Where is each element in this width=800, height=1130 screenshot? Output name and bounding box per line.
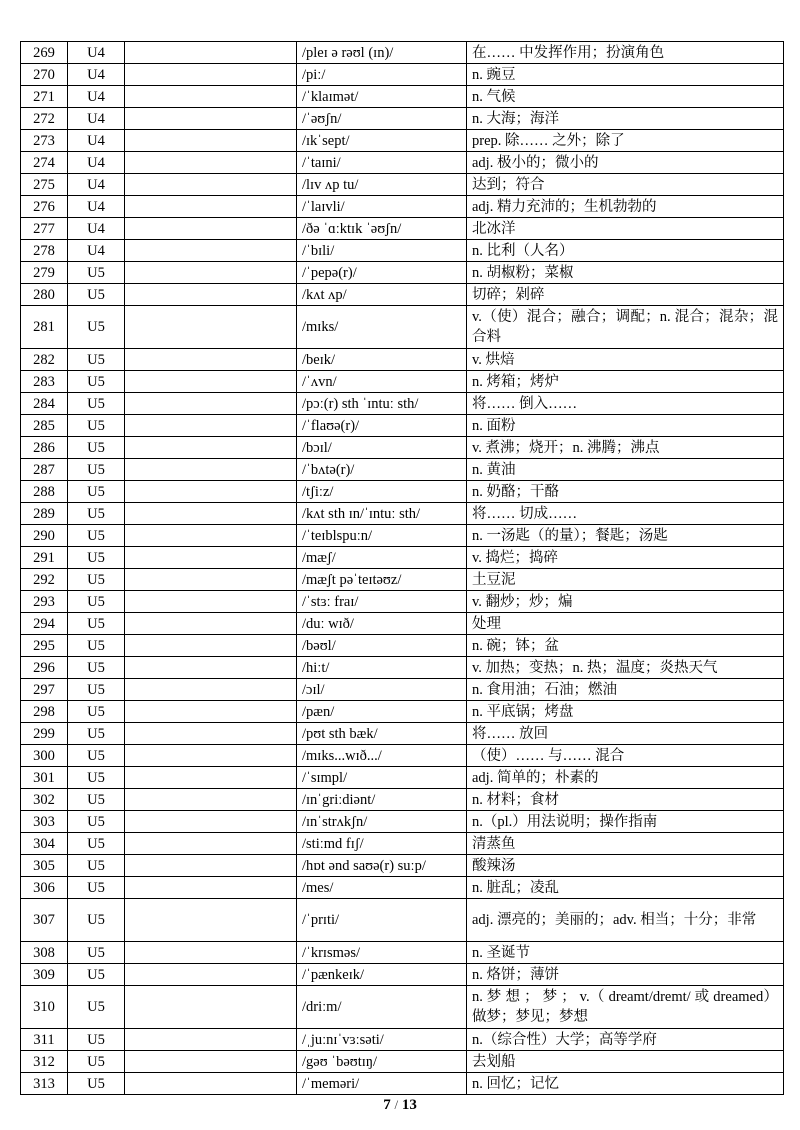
meaning-cell: n. 奶酪；干酪 [467, 481, 784, 503]
row-number: 295 [21, 635, 68, 657]
unit-label: U5 [68, 349, 125, 371]
word-cell [125, 306, 297, 349]
phonetic-cell: /beɪk/ [297, 349, 467, 371]
word-cell [125, 196, 297, 218]
row-number: 280 [21, 284, 68, 306]
word-cell [125, 833, 297, 855]
phonetic-cell: /ˈbɪli/ [297, 240, 467, 262]
table-row [21, 130, 784, 152]
unit-label: U5 [68, 679, 125, 701]
table-row [21, 371, 784, 393]
word-cell [125, 152, 297, 174]
meaning-cell: 土豆泥 [467, 569, 784, 591]
meaning-cell: adj. 极小的；微小的 [467, 152, 784, 174]
row-number: 310 [21, 986, 68, 1029]
table-row [21, 284, 784, 306]
unit-label: U4 [68, 108, 125, 130]
unit-label: U5 [68, 284, 125, 306]
row-number: 272 [21, 108, 68, 130]
meaning-cell: n. 胡椒粉；菜椒 [467, 262, 784, 284]
word-cell [125, 569, 297, 591]
row-number: 283 [21, 371, 68, 393]
word-cell [125, 1073, 297, 1095]
table-row [21, 525, 784, 547]
phonetic-cell: /ˈklaɪmət/ [297, 86, 467, 108]
row-number: 313 [21, 1073, 68, 1095]
phonetic-cell: /ɪnˈgriːdiənt/ [297, 789, 467, 811]
phonetic-cell: /ˈʌvn/ [297, 371, 467, 393]
unit-label: U4 [68, 86, 125, 108]
unit-label: U5 [68, 591, 125, 613]
phonetic-cell: /ˈkrɪsməs/ [297, 942, 467, 964]
table-row [21, 657, 784, 679]
row-number: 294 [21, 613, 68, 635]
row-number: 284 [21, 393, 68, 415]
meaning-cell: n. 碗；钵；盆 [467, 635, 784, 657]
page-number [0, 1097, 800, 1114]
table-row [21, 591, 784, 613]
row-number: 277 [21, 218, 68, 240]
unit-label: U5 [68, 635, 125, 657]
phonetic-cell: /ˈsɪmpl/ [297, 767, 467, 789]
row-number: 301 [21, 767, 68, 789]
meaning-cell: n. 大海；海洋 [467, 108, 784, 130]
table-row [21, 767, 784, 789]
phonetic-cell: /mes/ [297, 877, 467, 899]
meaning-cell: adj. 简单的；朴素的 [467, 767, 784, 789]
meaning-cell: adj. 精力充沛的；生机勃勃的 [467, 196, 784, 218]
phonetic-cell: /pleɪ ə rəʊl (ɪn)/ [297, 42, 467, 64]
row-number: 307 [21, 899, 68, 942]
phonetic-cell: /mæʃ/ [297, 547, 467, 569]
word-cell [125, 284, 297, 306]
meaning-cell: 将…… 倒入…… [467, 393, 784, 415]
table-row [21, 877, 784, 899]
unit-label: U4 [68, 64, 125, 86]
table-row [21, 415, 784, 437]
meaning-cell: 酸辣汤 [467, 855, 784, 877]
word-cell [125, 899, 297, 942]
word-cell [125, 942, 297, 964]
table-row [21, 481, 784, 503]
table-row [21, 152, 784, 174]
phonetic-cell: /mæʃt pəˈteɪtəʊz/ [297, 569, 467, 591]
table-row [21, 262, 784, 284]
word-cell [125, 811, 297, 833]
unit-label: U4 [68, 174, 125, 196]
meaning-cell: n. 回忆；记忆 [467, 1073, 784, 1095]
meaning-cell: n. 一汤匙（的量）；餐匙；汤匙 [467, 525, 784, 547]
table-row [21, 833, 784, 855]
table-row [21, 1073, 784, 1095]
meaning-cell: v. 煮沸；烧开；n. 沸腾；沸点 [467, 437, 784, 459]
row-number: 274 [21, 152, 68, 174]
word-cell [125, 855, 297, 877]
table-row [21, 86, 784, 108]
unit-label: U5 [68, 833, 125, 855]
page-separator: / [394, 1097, 399, 1112]
meaning-cell: v. 烘焙 [467, 349, 784, 371]
row-number: 285 [21, 415, 68, 437]
row-number: 305 [21, 855, 68, 877]
meaning-cell: 北冰洋 [467, 218, 784, 240]
row-number: 281 [21, 306, 68, 349]
phonetic-cell: /mɪks...wɪð.../ [297, 745, 467, 767]
table-row [21, 789, 784, 811]
row-number: 282 [21, 349, 68, 371]
meaning-cell: v.（使）混合；融合；调配；n. 混合；混杂；混合料 [467, 306, 784, 349]
row-number: 298 [21, 701, 68, 723]
phonetic-cell: /ˈəʊʃn/ [297, 108, 467, 130]
phonetic-cell: /ˈpepə(r)/ [297, 262, 467, 284]
meaning-cell: 处理 [467, 613, 784, 635]
table-row [21, 899, 784, 942]
unit-label: U4 [68, 42, 125, 64]
word-cell [125, 481, 297, 503]
word-cell [125, 130, 297, 152]
meaning-cell: 清蒸鱼 [467, 833, 784, 855]
table-row [21, 437, 784, 459]
word-cell [125, 723, 297, 745]
unit-label: U4 [68, 196, 125, 218]
word-cell [125, 635, 297, 657]
word-cell [125, 108, 297, 130]
meaning-cell: v. 加热；变热；n. 热；温度；炎热天气 [467, 657, 784, 679]
word-cell [125, 86, 297, 108]
unit-label: U5 [68, 942, 125, 964]
meaning-cell: n. 食用油；石油；燃油 [467, 679, 784, 701]
unit-label: U5 [68, 789, 125, 811]
phonetic-cell: /ɪkˈsept/ [297, 130, 467, 152]
table-row [21, 1029, 784, 1051]
meaning-cell: 将…… 放回 [467, 723, 784, 745]
meaning-cell: n. 烙饼；薄饼 [467, 964, 784, 986]
table-row [21, 393, 784, 415]
unit-label: U5 [68, 1029, 125, 1051]
table-row [21, 42, 784, 64]
word-cell [125, 986, 297, 1029]
unit-label: U5 [68, 701, 125, 723]
table-row [21, 964, 784, 986]
row-number: 304 [21, 833, 68, 855]
word-cell [125, 64, 297, 86]
word-cell [125, 767, 297, 789]
unit-label: U5 [68, 745, 125, 767]
page-current: 7 [383, 1097, 391, 1113]
row-number: 291 [21, 547, 68, 569]
word-cell [125, 42, 297, 64]
phonetic-cell: /ˈlaɪvli/ [297, 196, 467, 218]
table-row [21, 635, 784, 657]
meaning-cell: n. 圣诞节 [467, 942, 784, 964]
phonetic-cell: /mɪks/ [297, 306, 467, 349]
phonetic-cell: /bəʊl/ [297, 635, 467, 657]
unit-label: U4 [68, 130, 125, 152]
phonetic-cell: /piː/ [297, 64, 467, 86]
phonetic-cell: /hɒt ənd saʊə(r) suːp/ [297, 855, 467, 877]
table-row [21, 811, 784, 833]
vocabulary-table-body [21, 42, 784, 1095]
table-row [21, 723, 784, 745]
vocabulary-table [20, 41, 784, 1095]
meaning-cell: 达到；符合 [467, 174, 784, 196]
table-row [21, 942, 784, 964]
word-cell [125, 459, 297, 481]
row-number: 293 [21, 591, 68, 613]
phonetic-cell: /ˈflaʊə(r)/ [297, 415, 467, 437]
row-number: 290 [21, 525, 68, 547]
meaning-cell: n. 脏乱；凌乱 [467, 877, 784, 899]
table-row [21, 459, 784, 481]
row-number: 286 [21, 437, 68, 459]
word-cell [125, 174, 297, 196]
table-row [21, 218, 784, 240]
unit-label: U5 [68, 613, 125, 635]
row-number: 302 [21, 789, 68, 811]
row-number: 299 [21, 723, 68, 745]
phonetic-cell: /ˈmeməri/ [297, 1073, 467, 1095]
table-row [21, 306, 784, 349]
table-row [21, 547, 784, 569]
meaning-cell: n.（综合性）大学；高等学府 [467, 1029, 784, 1051]
word-cell [125, 218, 297, 240]
meaning-cell: 在…… 中发挥作用；扮演角色 [467, 42, 784, 64]
table-row [21, 701, 784, 723]
meaning-cell: n. 黄油 [467, 459, 784, 481]
unit-label: U5 [68, 964, 125, 986]
phonetic-cell: /pɔː(r) sth ˈɪntuː sth/ [297, 393, 467, 415]
row-number: 278 [21, 240, 68, 262]
phonetic-cell: /bɔɪl/ [297, 437, 467, 459]
phonetic-cell: /tʃiːz/ [297, 481, 467, 503]
page-total: 13 [401, 1097, 417, 1113]
phonetic-cell: /ˈbʌtə(r)/ [297, 459, 467, 481]
meaning-cell: n. 梦 想 ； 梦 ； v.（ dreamt/dremt/ 或 dreamed）做梦；梦见；梦想 [467, 986, 784, 1029]
phonetic-cell: /driːm/ [297, 986, 467, 1029]
word-cell [125, 701, 297, 723]
row-number: 296 [21, 657, 68, 679]
phonetic-cell: /gəʊ ˈbəʊtɪŋ/ [297, 1051, 467, 1073]
unit-label: U5 [68, 371, 125, 393]
row-number: 308 [21, 942, 68, 964]
unit-label: U5 [68, 657, 125, 679]
meaning-cell: 将…… 切成…… [467, 503, 784, 525]
phonetic-cell: /kʌt ʌp/ [297, 284, 467, 306]
table-row [21, 240, 784, 262]
row-number: 292 [21, 569, 68, 591]
phonetic-cell: /ˈtaɪni/ [297, 152, 467, 174]
phonetic-cell: /pæn/ [297, 701, 467, 723]
row-number: 271 [21, 86, 68, 108]
table-row [21, 679, 784, 701]
word-cell [125, 371, 297, 393]
meaning-cell: 去划船 [467, 1051, 784, 1073]
meaning-cell: n. 气候 [467, 86, 784, 108]
unit-label: U5 [68, 569, 125, 591]
meaning-cell: （使）…… 与…… 混合 [467, 745, 784, 767]
word-cell [125, 437, 297, 459]
word-cell [125, 1051, 297, 1073]
word-cell [125, 547, 297, 569]
word-cell [125, 503, 297, 525]
word-cell [125, 591, 297, 613]
phonetic-cell: /ˈprɪti/ [297, 899, 467, 942]
word-cell [125, 262, 297, 284]
phonetic-cell: /ˌjuːnɪˈvɜːsəti/ [297, 1029, 467, 1051]
word-cell [125, 613, 297, 635]
word-cell [125, 415, 297, 437]
unit-label: U5 [68, 503, 125, 525]
meaning-cell: n. 豌豆 [467, 64, 784, 86]
unit-label: U4 [68, 152, 125, 174]
word-cell [125, 789, 297, 811]
word-cell [125, 393, 297, 415]
meaning-cell: n. 面粉 [467, 415, 784, 437]
meaning-cell: n. 比利（人名） [467, 240, 784, 262]
word-cell [125, 877, 297, 899]
unit-label: U5 [68, 481, 125, 503]
word-cell [125, 657, 297, 679]
meaning-cell: adj. 漂亮的；美丽的；adv. 相当；十分；非常 [467, 899, 784, 942]
table-row [21, 986, 784, 1029]
row-number: 289 [21, 503, 68, 525]
phonetic-cell: /ˈpænkeɪk/ [297, 964, 467, 986]
table-row [21, 108, 784, 130]
meaning-cell: n. 烤箱；烤炉 [467, 371, 784, 393]
unit-label: U5 [68, 855, 125, 877]
word-cell [125, 679, 297, 701]
unit-label: U5 [68, 415, 125, 437]
unit-label: U5 [68, 547, 125, 569]
table-row [21, 174, 784, 196]
row-number: 312 [21, 1051, 68, 1073]
meaning-cell: v. 翻炒；炒；煸 [467, 591, 784, 613]
meaning-cell: prep. 除…… 之外；除了 [467, 130, 784, 152]
phonetic-cell: /hiːt/ [297, 657, 467, 679]
phonetic-cell: /ðə ˈɑːktɪk ˈəʊʃn/ [297, 218, 467, 240]
phonetic-cell: /pʊt sth bæk/ [297, 723, 467, 745]
phonetic-cell: /ˈstɜː fraɪ/ [297, 591, 467, 613]
word-cell [125, 745, 297, 767]
row-number: 275 [21, 174, 68, 196]
row-number: 297 [21, 679, 68, 701]
unit-label: U5 [68, 393, 125, 415]
unit-label: U5 [68, 459, 125, 481]
unit-label: U5 [68, 525, 125, 547]
phonetic-cell: /ɔɪl/ [297, 679, 467, 701]
row-number: 306 [21, 877, 68, 899]
table-row [21, 613, 784, 635]
row-number: 276 [21, 196, 68, 218]
row-number: 287 [21, 459, 68, 481]
phonetic-cell: /lɪv ʌp tu/ [297, 174, 467, 196]
word-cell [125, 240, 297, 262]
phonetic-cell: /kʌt sth ɪn/ˈɪntuː sth/ [297, 503, 467, 525]
table-row [21, 196, 784, 218]
word-cell [125, 1029, 297, 1051]
table-row [21, 855, 784, 877]
row-number: 288 [21, 481, 68, 503]
phonetic-cell: /ˈteɪblspuːn/ [297, 525, 467, 547]
unit-label: U5 [68, 306, 125, 349]
unit-label: U5 [68, 1051, 125, 1073]
meaning-cell: v. 捣烂；捣碎 [467, 547, 784, 569]
row-number: 309 [21, 964, 68, 986]
unit-label: U5 [68, 986, 125, 1029]
table-row [21, 503, 784, 525]
meaning-cell: n. 平底锅；烤盘 [467, 701, 784, 723]
row-number: 279 [21, 262, 68, 284]
unit-label: U5 [68, 811, 125, 833]
word-cell [125, 349, 297, 371]
unit-label: U5 [68, 437, 125, 459]
meaning-cell: n. 材料；食材 [467, 789, 784, 811]
row-number: 273 [21, 130, 68, 152]
unit-label: U5 [68, 767, 125, 789]
unit-label: U5 [68, 1073, 125, 1095]
row-number: 303 [21, 811, 68, 833]
table-row [21, 569, 784, 591]
unit-label: U4 [68, 218, 125, 240]
table-row [21, 1051, 784, 1073]
word-cell [125, 525, 297, 547]
row-number: 300 [21, 745, 68, 767]
phonetic-cell: /ɪnˈstrʌkʃn/ [297, 811, 467, 833]
word-cell [125, 964, 297, 986]
unit-label: U5 [68, 262, 125, 284]
table-row [21, 745, 784, 767]
phonetic-cell: /stiːmd fɪʃ/ [297, 833, 467, 855]
row-number: 269 [21, 42, 68, 64]
table-row [21, 349, 784, 371]
table-row [21, 64, 784, 86]
row-number: 270 [21, 64, 68, 86]
row-number: 311 [21, 1029, 68, 1051]
meaning-cell: n.（pl.）用法说明；操作指南 [467, 811, 784, 833]
unit-label: U5 [68, 723, 125, 745]
phonetic-cell: /duː wɪð/ [297, 613, 467, 635]
meaning-cell: 切碎；剁碎 [467, 284, 784, 306]
unit-label: U4 [68, 240, 125, 262]
unit-label: U5 [68, 899, 125, 942]
unit-label: U5 [68, 877, 125, 899]
